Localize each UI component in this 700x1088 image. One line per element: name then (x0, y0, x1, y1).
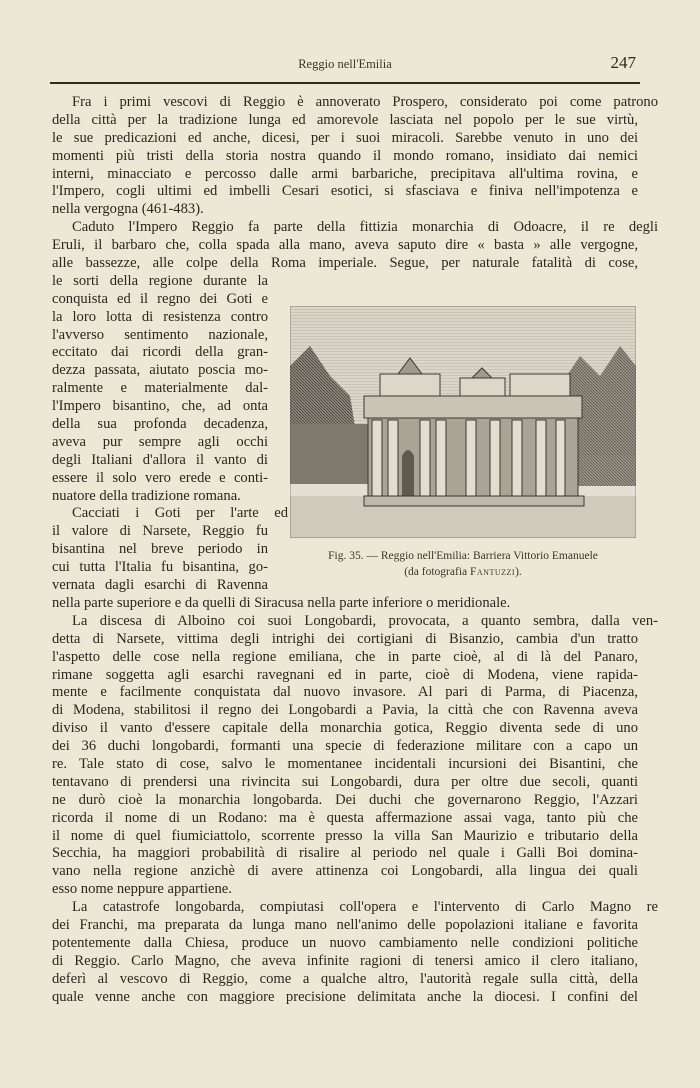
text-line: l'Impero, cogli ultimi ed imbelli Cesari esotici, si sfasciava e finiva nell'impotenza e (52, 183, 638, 200)
text-line: Caduto l'Impero Reggio fa parte della fittizia monarchia di Odoacre, il re degli (72, 219, 658, 236)
caption-line-2 (282, 564, 644, 580)
text-line: Fra i primi vescovi di Reggio è annoverato Prospero, considerato poi come patrono (72, 94, 658, 110)
text-line: di Reggio. Carlo Magno, che aveva infinite ragioni di tenersi amico il clero italiano, (52, 952, 638, 969)
paragraph (52, 612, 658, 899)
text-line: della città per la tradizione lunga ed amorevole lasciata nel popolo per le sue virtù, (52, 111, 638, 128)
text-line: mente e facilmente conquistata dal nuovo invasore. Al pari di Parma, di Piacenza, (52, 684, 638, 701)
text-line: aveva pur sempre agli occhi (52, 433, 268, 450)
text-line: ne durò cioè la monarchia longobarda. Dei duchi che governarono Reggio, l'Azzari (52, 791, 638, 808)
text-line: diviso il vanto d'essere capitale della monarchia gotica, Reggio diventa sede di uno (52, 720, 638, 737)
running-header (52, 55, 638, 75)
text-line: interni, minacciato e percosso dalle armi barbariche, precipitava all'ultima rovina, e (52, 165, 638, 182)
text-line: degli Italiani d'allora il vanto di (52, 451, 268, 468)
text-line: nella parte superiore e da quelli di Siracusa nella parte inferiore o meridionale. (52, 594, 511, 611)
text-line: Cacciati i Goti per l'arte ed (72, 505, 288, 522)
figure-caption (282, 548, 644, 580)
header-rule (50, 82, 640, 84)
page-number: 247 (610, 53, 636, 72)
text-line: di Modena, stabilitosi il regno dei Longobardi a Pavia, la città che con Ravenna aveva (52, 702, 638, 719)
text-line: quale venne anche con maggiore precisione delimitata anche la diocesi. I confini del (52, 988, 638, 1005)
paragraph (52, 94, 658, 219)
text-line: nella vergogna (461-483). (52, 201, 204, 218)
text-line: re. Tale stato di cose, salvo le momentanee incidentali incursioni dei Bisantini, che (52, 755, 638, 772)
text-line: il valore di Narsete, Reggio fu (52, 523, 268, 540)
text-line: ralmente e materialmente dal- (52, 380, 268, 397)
text-line: detta di Narsete, vittima degli intrighi dei cortigiani di Bisanzio, cambia d'un tratto (52, 630, 638, 647)
text-line: alle bassezze, alle colpe della Roma imperiale. Segue, per naturale fatalità di cose, (52, 255, 638, 272)
text-line: vernata dagli esarchi di Ravenna (52, 577, 268, 594)
paragraph (52, 899, 658, 1006)
text-line: l'avverso sentimento nazionale, (52, 326, 268, 343)
text-line: l'aspetto delle cose nella regione emiliana, che in parte cioè, al di là del Panaro, (52, 648, 638, 665)
text-line: l'Impero bisantino, che, ad onta (52, 398, 268, 415)
text-line: Secchia, ha maggiori probabilità di risalire al periodo nel quale i Galli Boi domina- (52, 845, 638, 862)
text-line: conquista ed il regno dei Goti e (52, 290, 268, 307)
caption-suffix: ). (515, 566, 522, 578)
text-line: La catastrofe longobarda, compiutasi coll'opera e l'intervento di Carlo Magno re (72, 899, 658, 916)
text-line: esso nome neppure appartiene. (52, 881, 232, 898)
text-line: le sorti della regione durante la (52, 272, 268, 289)
figure-illustration (290, 306, 636, 538)
text-line: essere il solo vero erede e conti- (52, 469, 268, 486)
text-line: dezza passata, aiutato poscia mo- (52, 362, 268, 379)
text-line: le sue predicazioni ed anche, dicesi, per i suoi miracoli. Sarebbe venuto in uno dei (52, 129, 638, 146)
text-line: momenti più tristi della storia nostra quando il mondo romano, insidiato dai nemici (52, 147, 638, 164)
text-line: potentemente dalla Chiesa, produce un nuovo cambiamento nelle condizioni politiche (52, 934, 638, 951)
text-line: Eruli, il barbaro che, colla spada alla mano, aveva saputo dire « basta » alle vergogne, (52, 237, 638, 254)
caption-photographer: Fantuzzi (470, 566, 516, 578)
text-line: dei Franchi, ma preparata da lunga mano nell'animo delle popolazioni italiane e favorita (52, 916, 638, 933)
text-line: La discesa di Alboino coi suoi Longobardi, provocata, a quanto sembra, dalla ven- (72, 612, 658, 629)
text-line: bisantina nel breve periodo in (52, 541, 268, 558)
text-line: la loro lotta di resistenza contro (52, 308, 268, 325)
text-line: rimane soggetta agli esarchi ravegnani ed in parte, cioè di Modena, viene rapida- (52, 666, 638, 683)
text-line: eccitato dai ricordi della gran- (52, 344, 268, 361)
text-line: tentavano di prendersi una rivincita sui Longobardi, dura per oltre due secoli, quanti (52, 773, 638, 790)
text-line: il nome di quel fiumiciattolo, scorrente presso la villa San Maurizio e tributario della (52, 827, 638, 844)
caption-line-1: Fig. 35. — Reggio nell'Emilia: Barriera Vittorio Emanuele (328, 550, 598, 562)
text-line: dei 36 duchi longobardi, formanti una specie di federazione militare con a capo un (52, 738, 638, 755)
text-line: ricorda il nome di un Rodano: ma è questa affermazione assai vaga, tanto più che (52, 809, 638, 826)
running-title: Reggio nell'Emilia (298, 57, 392, 71)
text-line: della sua profonda decadenza, (52, 416, 268, 433)
caption-prefix: (da fotografia (404, 566, 470, 578)
text-line: vano nella regione anzichè di avere attinenza coi Longobardi, alla lingua dei quali (52, 863, 638, 880)
text-line: nuatore della tradizione romana. (52, 487, 241, 504)
engraving-barriera-image (290, 306, 636, 538)
text-line: cui tutta l'Italia fu bisantina, go- (52, 559, 268, 576)
text-line: deferì al vescovo di Reggio, come a qualche altro, l'autorità regale sulla città, della (52, 970, 638, 987)
